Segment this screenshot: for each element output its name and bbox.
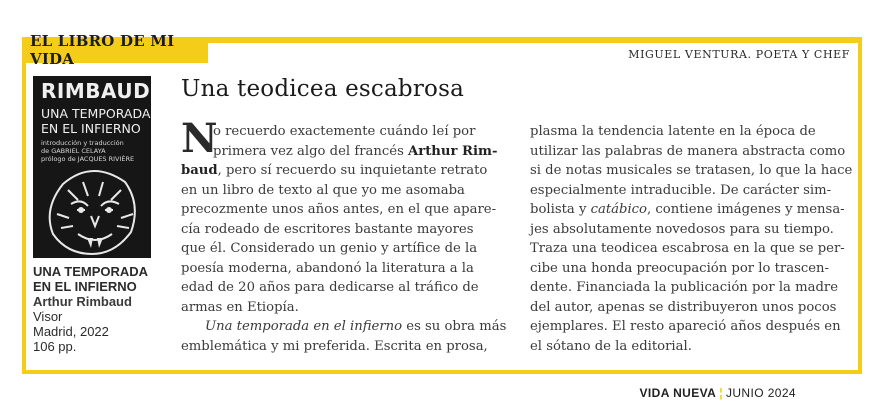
text-line: especialmente intraducible. De carácter sim- [530, 182, 832, 198]
issue-date: JUNIO 2024 [725, 386, 796, 400]
text-line: el sótano de la editorial. [530, 338, 692, 354]
cover-subtitle-line: EN EL INFIERNO [41, 121, 141, 136]
text-line: precozmente unos años antes, en el que apare- [181, 202, 497, 217]
text-line: ejemplares. El resto apareció años después en [530, 319, 841, 334]
section-label: EL LIBRO DE MI VIDA [30, 32, 175, 68]
text-line: plasma la tendencia latente en la época de [530, 124, 816, 139]
text-line: poesía moderna, abandonó la literatura a la [181, 260, 474, 276]
book-publisher: Visor [33, 309, 63, 324]
article-headline: Una teodicea escabrosa [181, 76, 465, 102]
cover-subtitle-line: UNA TEMPORADA [41, 106, 151, 121]
text-line: bolista y catábico, contiene imágenes y mensa- [530, 202, 845, 217]
cover-credit-line: de GABRIEL CELAYA [41, 147, 106, 155]
text-line: Una temporada en el infierno es su obra más [205, 319, 507, 334]
book-place-year: Madrid, 2022 [33, 324, 109, 339]
book-details [33, 264, 148, 354]
footer-separator: ¦ [719, 386, 723, 400]
text-line: en un libro de texto al que yo me asomaba [181, 182, 465, 198]
text-line: edad de 20 años para dedicarse al tráfico de [181, 280, 479, 295]
text-line: dente. Financiada la publicación por la madre [530, 280, 839, 295]
book-pages: 106 pp. [33, 339, 77, 354]
text-line: cía rodeado de escritores bastante mayores [181, 221, 474, 237]
drop-cap: N [181, 115, 218, 162]
cover-subtitle [41, 106, 150, 136]
text-line: o recuerdo exactemente cuándo leí por [213, 124, 476, 139]
frame-bottom-border [22, 370, 862, 374]
text-line: que él. Considerado un genio y artífice de la [181, 241, 478, 256]
text-line: cibe una honda preocupación por lo trascen- [530, 260, 830, 276]
frame-right-border [858, 37, 862, 374]
article-column-1 [181, 122, 511, 356]
book-author: Arthur Rimbaud [33, 294, 132, 309]
cover-title: RIMBAUD [41, 79, 151, 103]
article-column-2 [530, 122, 855, 356]
text-line: baud, pero sí recuerdo su inquietante retrato [181, 163, 488, 178]
book-title-line: EN EL INFIERNO [33, 279, 137, 294]
cover-credit-line: introducción y traducción [41, 139, 124, 147]
text-line: del autor, apenas se distribuyeron unos pocos [530, 299, 837, 315]
book-cover [33, 76, 151, 258]
text-line: primera vez algo del francés Arthur Rim- [213, 143, 498, 159]
page-footer [640, 386, 796, 400]
text-line: armas en Etiopía. [181, 299, 299, 315]
text-line: jes absolutamente novedosos para su tiempo. [530, 221, 834, 237]
publication-name: VIDA NUEVA [639, 386, 717, 400]
tiger-illustration [33, 154, 151, 258]
cover-credit-line: prólogo de JACQUES RIVIÈRE [41, 155, 135, 163]
text-line: si de notas musicales se tratasen, lo que la hace [530, 163, 853, 178]
frame-left-border [22, 37, 26, 374]
text-line: utilizar las palabras de manera abstracta como [530, 143, 846, 159]
author-byline: MIGUEL VENTURA. POETA Y CHEF [628, 48, 850, 61]
book-title-line: UNA TEMPORADA [33, 264, 149, 279]
text-line: emblemática y mi preferida. Escrita en prosa, [181, 338, 488, 354]
section-tab [22, 32, 208, 68]
text-line: Traza una teodicea escabrosa en la que se per- [530, 241, 845, 256]
